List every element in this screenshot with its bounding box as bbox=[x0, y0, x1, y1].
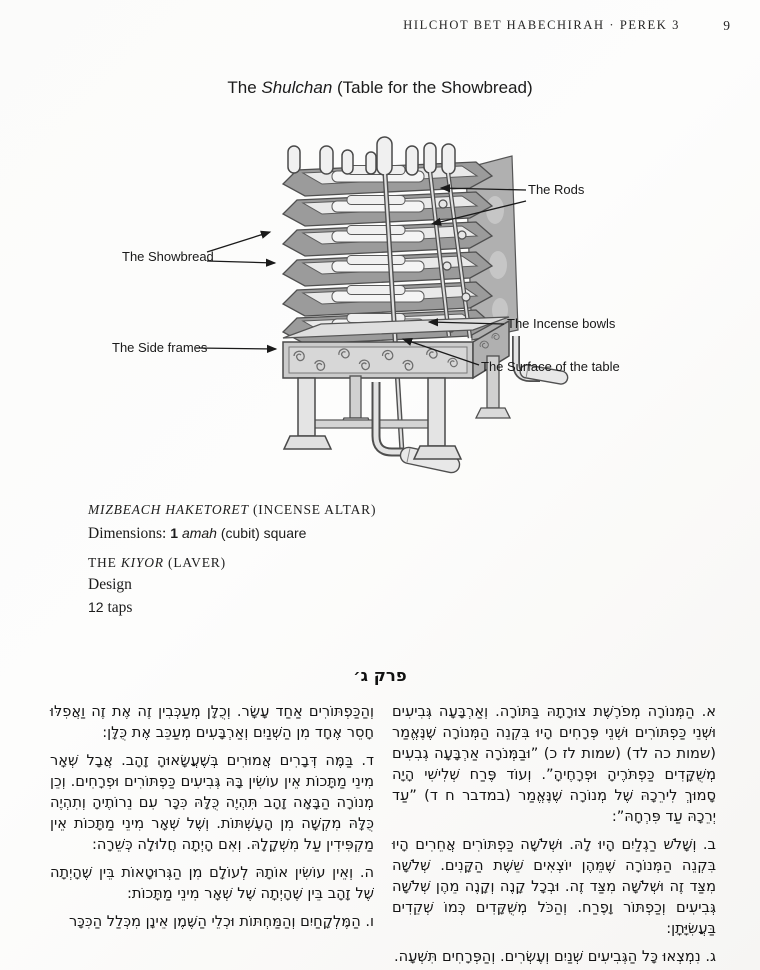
dimensions-line bbox=[88, 525, 306, 543]
label-side-frames: The Side frames bbox=[112, 340, 208, 355]
halacha-4: ד. בַּמֶּה דְּבָרִים אֲמוּרִים בְּשֶׁעֲשָׂאוּהָ זָהָב. אֲבָל שְׁאָר מִינֵי מַתָּכוֹת אֵין עוֹשִׂין בָּהּ גְּבִיעִים כַּפְתּוֹרִים וּפְרָחִים. וְכֵן מְנוֹרָה הַבָּאָה זָהָב תִּהְיֶה כֻּלָּהּ כִּכָּר עִם נֵרוֹתֶיהָ וְתִהְיֶה כֻּלָּהּ מִקְשָׁה מִן הָעֶשְׁתּוֹת. וְשֶׁל שְׁאָר מִינֵי מַתָּכוֹת אֵין מַקְפִּידִין עַל מִשְׁקָלָהּ. וְאִם הָיְתָה חֲלוּלָה כְּשֵׁרָה: bbox=[50, 752, 374, 853]
mizbeach-heading-italic: MIZBEACH HAKETORET bbox=[88, 502, 249, 517]
hebrew-column-right bbox=[392, 701, 716, 970]
label-incense-bowls: The Incense bowls bbox=[507, 316, 616, 331]
halacha-1: א. הַמְּנוֹרָה מְפֹרֶשֶׁת צוּרָתָהּ בַּתּוֹרָה. וְאַרְבָּעָה גְּבִיעִים וּשְׁנֵי כַּפְתּוֹרִים וּשְׁנֵי פְּרָחִים הָיוּ בִּקְנֵה הַמְּנוֹרָה שֶׁנֶּאֱמַר (שמות כה לד) (שמות לז כ) ”וּבַמְּנֹרָה אַרְבָּעָה גְבִעִים מְשֻׁקָּדִים כַּפְתֹּרֶיהָ וּפְרָחֶיהָ”. וְעוֹד פֶּרַח שְׁלִישִׁי הָיָה סָמוּךְ לִירֵכָהּ שֶׁל מְנוֹרָה שֶׁנֶּאֱמַר (במדבר ח ד) ”עַד יְרֵכָהּ עַד פִּרְחָהּ”: bbox=[392, 703, 716, 825]
dimensions-number: 1 bbox=[170, 525, 182, 541]
perek-heading: פרק ג׳ bbox=[353, 666, 407, 685]
hebrew-text-columns bbox=[50, 701, 716, 970]
halacha-5: ה. וְאֵין עוֹשִׂין אוֹתָהּ לְעוֹלָם מִן הַגְּרוּטָאוֹת בֵּין שֶׁהָיְתָה שֶׁל זָהָב בֵּין שֶׁהָיְתָה שֶׁל שְׁאָר מִינֵי מַתָּכוֹת: bbox=[50, 864, 374, 902]
mizbeach-heading-rest: (INCENSE ALTAR) bbox=[248, 502, 377, 517]
taps-line bbox=[88, 599, 132, 617]
kiyor-heading bbox=[88, 555, 226, 571]
halacha-3-start: ג. נִמְצְאוּ כָּל הַגְּבִיעִים שְׁנַיִם וְעֶשְׂרִים. וְהַפְּרָחִים תִּשְׁעָה. bbox=[393, 948, 716, 965]
table-leg bbox=[428, 378, 445, 446]
halacha-3-continued: וְהַכַּפְתּוֹרִים אַחַד עָשָׂר. וְכֻלָּן מְעַכְּבִין זֶה אֶת זֶה וַאֲפִלּוּ חָסֵר אֶחָד מִן הַשְּׁנַיִם וְאַרְבָּעִים מְעַכֵּב אֶת כֻּלָּן: bbox=[50, 703, 374, 741]
taps-rest: taps bbox=[103, 599, 133, 616]
running-head: HILCHOT BET HABECHIRAH · PEREK 3 bbox=[403, 18, 680, 32]
diagram-title-suffix: (Table for the Showbread) bbox=[332, 78, 533, 97]
kiyor-pre: THE bbox=[88, 555, 121, 570]
halacha-2: ב. וְשָׁלֹשׁ רַגְלַיִם הָיוּ לָהּ. וּשְׁלֹשָׁה כַּפְתּוֹרִים אֲחֵרִים הָיוּ בִּקְנֵה הַמְּנוֹרָה שֶׁמֵּהֶן יוֹצְאִים שֵׁשֶׁת הַקָּנִים. שְׁלֹשָׁה מִצַּד זֶה וּשְׁלֹשָׁה מִצַּד זֶה. וּבְכָל קָנֶה וְקָנֶה מֵהֶן שְׁלֹשָׁה גְּבִיעִים וְכַפְתּוֹר וָפֶרַח. וְהַכֹּל מְשֻׁקָּדִים כְּמוֹ שְׁקֵדִים בַּעֲשִׂיָּתָן: bbox=[392, 836, 716, 937]
dimensions-amah: amah bbox=[181, 525, 217, 541]
hebrew-column-left bbox=[50, 701, 374, 970]
halacha-6: ו. הַמֶּלְקָחַיִם וְהַמַּחְתּוֹת וּכְלֵי הַשֶּׁמֶן אֵינָן מִכְּלַל הַכִּכָּר bbox=[68, 913, 374, 930]
label-the-rods: The Rods bbox=[528, 182, 585, 197]
table-leg bbox=[298, 378, 315, 436]
taps-number: 12 bbox=[88, 599, 104, 615]
kiyor-rest: (LAVER) bbox=[163, 555, 226, 570]
mizbeach-heading bbox=[88, 502, 376, 518]
kiyor-italic: KIYOR bbox=[120, 555, 164, 570]
page-number: 9 bbox=[723, 18, 730, 33]
label-surface-of-table: The Surface of the table bbox=[481, 359, 620, 374]
design-label: Design bbox=[88, 576, 132, 593]
dimensions-rest: (cubit) square bbox=[216, 525, 307, 541]
dimensions-label: Dimensions: bbox=[88, 525, 171, 542]
diagram-title-prefix: The bbox=[227, 78, 262, 97]
diagram-title-italic: Shulchan bbox=[261, 78, 333, 97]
label-the-showbread: The Showbread bbox=[122, 249, 214, 264]
